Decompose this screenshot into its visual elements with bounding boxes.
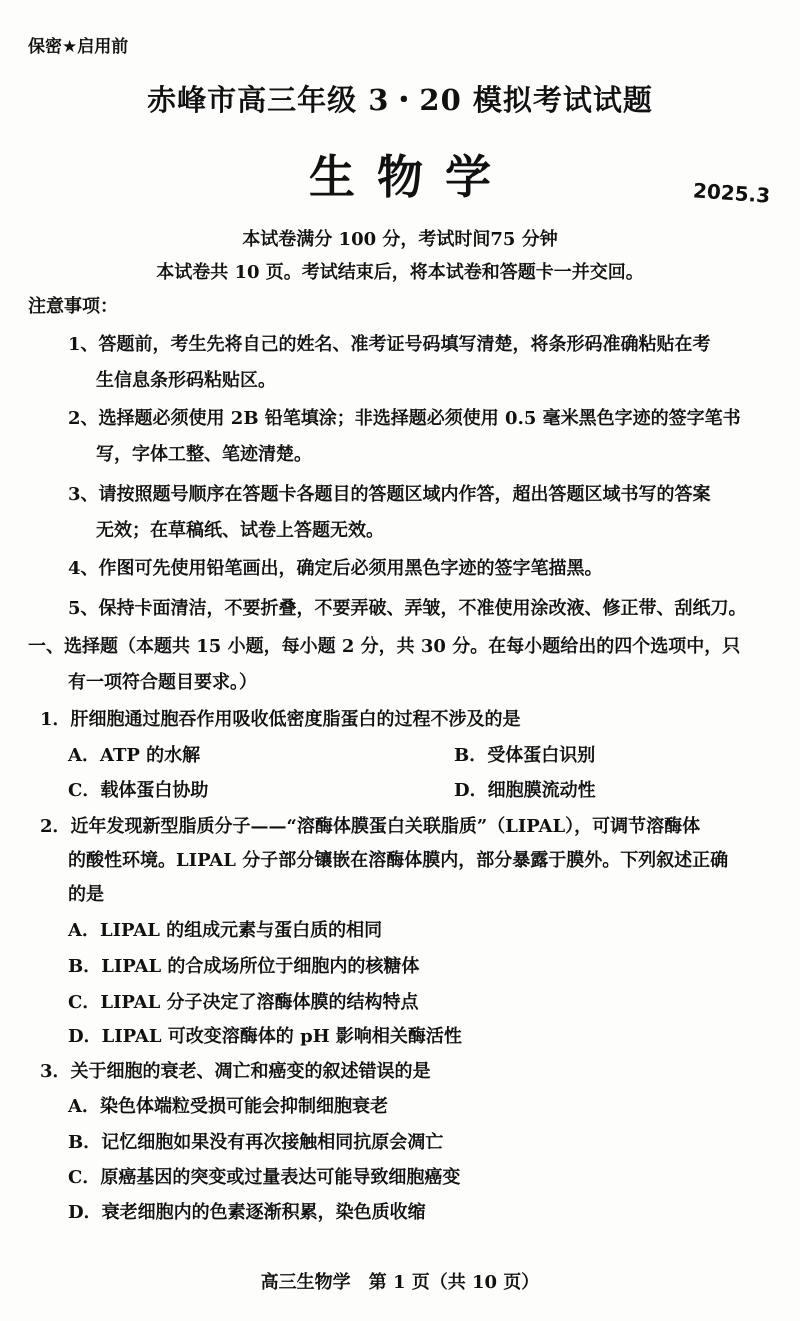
notice-heading: 注意事项：: [28, 296, 118, 317]
question-2-option-c: C．LIPAL 分子决定了溶酶体膜的结构特点: [68, 992, 419, 1013]
question-3-option-a: A．染色体端粒受损可能会抑制细胞衰老: [68, 1096, 388, 1117]
question-2-stem-line-2: 的酸性环境。LIPAL 分子部分镶嵌在溶酶体膜内，部分暴露于膜外。下列叙述正确: [68, 850, 729, 871]
question-1-option-b: B．受体蛋白识别: [454, 745, 596, 766]
section-1-heading-line-2: 有一项符合题目要求。）: [68, 672, 257, 693]
question-3-stem: 3．关于细胞的衰老、凋亡和癌变的叙述错误的是: [40, 1061, 431, 1082]
question-1-option-c: C．载体蛋白协助: [68, 780, 209, 801]
notice-item-1-line-1: 1、答题前，考生先将自己的姓名、准考证号码填写清楚，将条形码准确粘贴在考: [68, 334, 711, 355]
question-2-stem-line-1: 2．近年发现新型脂质分子——“溶酶体膜蛋白关联脂质”（LIPAL），可调节溶酶体: [40, 816, 701, 837]
question-3-option-b: B．记忆细胞如果没有再次接触相同抗原会凋亡: [68, 1132, 444, 1153]
question-2-option-b: B．LIPAL 的合成场所位于细胞内的核糖体: [68, 956, 420, 977]
question-3-option-c: C．原癌基因的突变或过量表达可能导致细胞癌变: [68, 1167, 461, 1188]
question-2-option-a: A．LIPAL 的组成元素与蛋白质的相同: [68, 920, 383, 941]
section-1-heading-line-1: 一、选择题（本题共 15 小题，每小题 2 分，共 30 分。在每小题给出的四个选项中，只: [28, 636, 741, 657]
notice-item-3-line-1: 3、请按照题号顺序在答题卡各题目的答题区域内作答，超出答题区域书写的答案: [68, 484, 711, 505]
page-footer: 高三生物学 第 1 页（共 10 页）: [260, 1272, 540, 1293]
question-2-stem-line-3: 的是: [68, 884, 104, 905]
exam-title: 赤峰市高三年级 3・20 模拟考试试题: [147, 83, 653, 117]
question-2-option-d: D．LIPAL 可改变溶酶体的 pH 影响相关酶活性: [68, 1026, 462, 1047]
notice-item-2-line-1: 2、选择题必须使用 2B 铅笔填涂；非选择题必须使用 0.5 毫米黑色字迹的签字笔书: [68, 408, 741, 429]
notice-item-5: 5、保持卡面清洁，不要折叠，不要弄破、弄皱，不准使用涂改液、修正带、刮纸刀。: [68, 598, 747, 619]
question-1-option-d: D．细胞膜流动性: [454, 780, 596, 801]
handwritten-date-note: 2025.3: [692, 178, 771, 208]
question-1-option-a: A．ATP 的水解: [68, 745, 201, 766]
notice-item-1-line-2: 生信息条形码粘贴区。: [96, 370, 276, 391]
question-1-stem: 1．肝细胞通过胞吞作用吸收低密度脂蛋白的过程不涉及的是: [40, 709, 521, 730]
question-3-option-d: D．衰老细胞内的色素逐渐积累，染色质收缩: [68, 1202, 426, 1223]
notice-item-3-line-2: 无效；在草稿纸、试卷上答题无效。: [96, 520, 384, 541]
notice-item-4: 4、作图可先使用铅笔画出，确定后必须用黑色字迹的签字笔描黑。: [68, 558, 603, 579]
subject-title: 生物学: [309, 150, 513, 204]
confidential-label: 保密★启用前: [28, 37, 129, 57]
exam-info-score-time: 本试卷满分 100 分，考试时间75 分钟: [242, 229, 558, 250]
notice-item-2-line-2: 写，字体工整、笔迹清楚。: [96, 444, 312, 465]
exam-info-pages: 本试卷共 10 页。考试结束后，将本试卷和答题卡一并交回。: [156, 262, 644, 283]
